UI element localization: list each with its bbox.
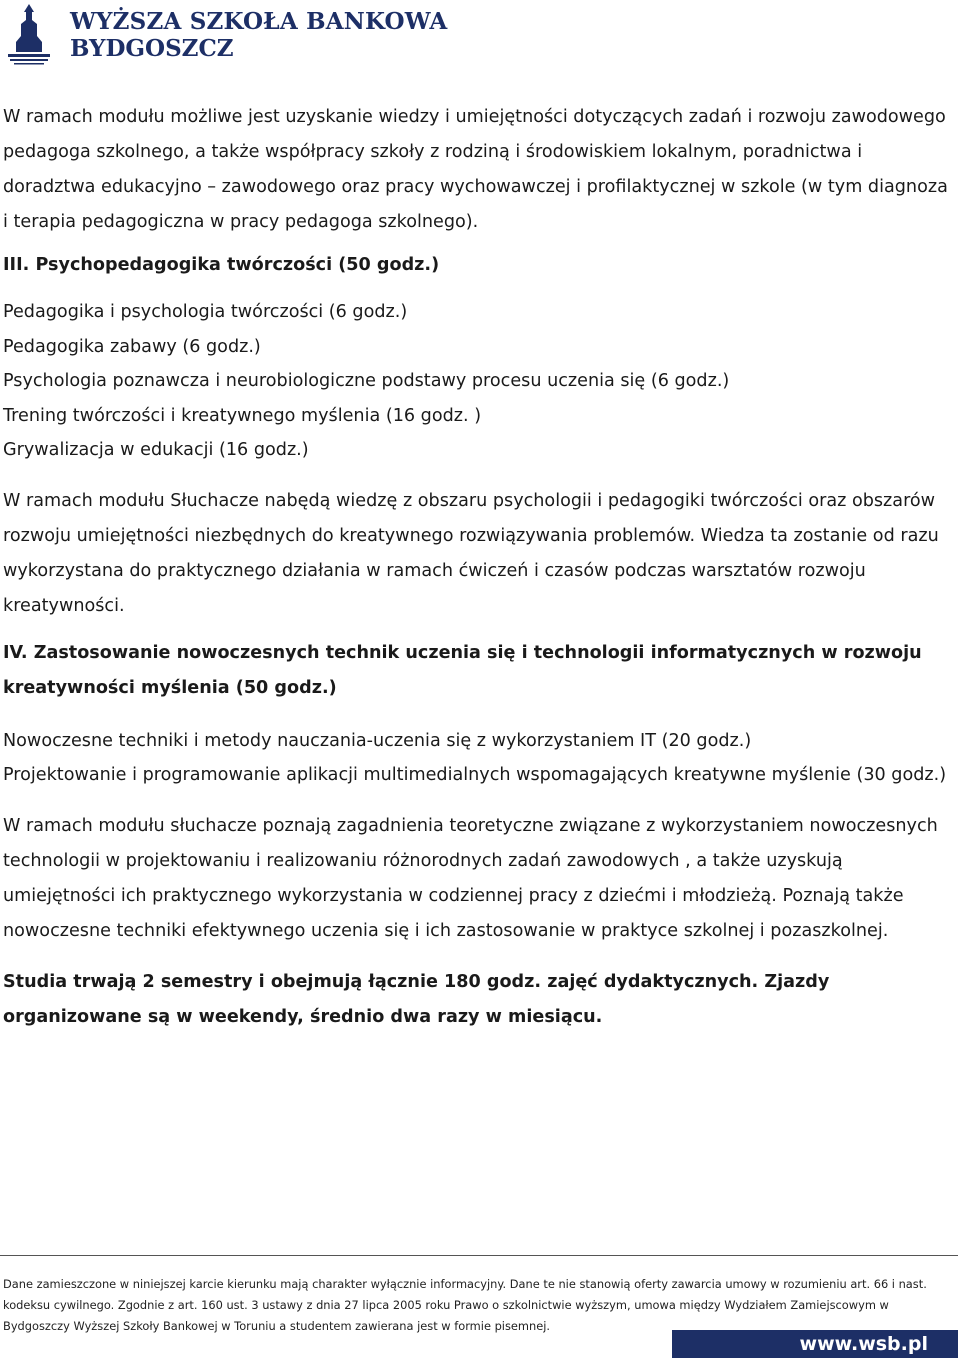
website-link[interactable]: www.wsb.pl [799, 1333, 928, 1355]
footer-disclaimer: Dane zamieszczone w niniejszej karcie kierunku mają charakter wyłącznie informacyjny. Dane te nie stanowią oferty zawarcia umowy w rozumieniu art. 66 i nast. kodeksu cywilnego. Zgodnie z art. 160 ust. 3 ustawy z dnia 27 lipca 2005 roku Prawo o szkolnictwie wyższym, umowa między Wydziałem Zamiejscowym w Bydgoszczy Wyższej Szkoły Bankowej w Toruniu a studentem zawierana jest w formie pisemnej. [3, 1277, 927, 1333]
study-summary: Studia trwają 2 semestry i obejmują łącznie 180 godz. zajęć dydaktycznych. Zjazdy organizowane są w weekendy, średnio dwa razy w miesiącu. [3, 971, 830, 1027]
list-item: Psychologia poznawcza i neurobiologiczne podstawy procesu uczenia się (6 godz.) [3, 371, 730, 391]
list-item: Grywalizacja w edukacji (16 godz.) [3, 440, 309, 460]
page-header [0, 0, 960, 70]
list-item: Pedagogika zabawy (6 godz.) [3, 336, 261, 357]
logo-title: WYŻSZA SZKOŁA BANKOWA [70, 8, 448, 35]
list-item: Trening twórczości i kreatywnego myślenia (16 godz. ) [3, 405, 482, 426]
section-3-list [3, 295, 948, 468]
university-emblem-icon [4, 2, 54, 66]
section-4-heading: IV. Zastosowanie nowoczesnych technik uczenia się i technologii informatycznych w rozwoju kreatywności myślenia (50 godz.) [3, 642, 922, 698]
logo-city: BYDGOSZCZ [70, 35, 234, 62]
section-4-description: W ramach modułu słuchacze poznają zagadnienia teoretyczne związane z wykorzystaniem nowoczesnych technologii w projektowaniu i realizowaniu różnorodnych zadań zawodowych , a także uzyskują umiejętności ich praktycznego wykorzystania w codziennej pracy z dziećmi i młodzieżą. Poznają także nowoczesne techniki efektywnego uczenia się i ich zastosowanie w praktyce szkolnej i pozaszkolnej. [3, 815, 938, 941]
website-banner [672, 1330, 958, 1358]
list-item: Projektowanie i programowanie aplikacji multimedialnych wspomagających kreatywne myślenie (30 godz.) [3, 765, 947, 785]
list-item: Pedagogika i psychologia twórczości (6 godz.) [3, 302, 408, 322]
intro-paragraph: W ramach modułu możliwe jest uzyskanie wiedzy i umiejętności dotyczących zadań i rozwoju zawodowego pedagoga szkolnego, a także współpracy szkoły z rodziną i środowiskiem lokalnym, poradnictwa i doradztwa edukacyjno – zawodowego oraz pracy wychowawczej i profilaktycznej w szkole (w tym diagnoza i terapia pedagogiczna w pracy pedagoga szkolnego). [3, 107, 948, 232]
footer-divider [0, 1255, 958, 1256]
document-body [3, 100, 948, 1035]
section-3-heading: III. Psychopedagogika twórczości (50 godz.) [3, 255, 440, 275]
section-4-list [3, 724, 948, 793]
list-item: Nowoczesne techniki i metody nauczania-uczenia się z wykorzystaniem IT (20 godz.) [3, 730, 752, 751]
section-3-description: W ramach modułu Słuchacze nabędą wiedzę z obszaru psychologii i pedagogiki twórczości oraz obszarów rozwoju umiejętności niezbędnych do kreatywnego rozwiązywania problemów. Wiedza ta zostanie od razu wykorzystana do praktycznego działania w ramach ćwiczeń i czasów podczas warsztatów rozwoju kreatywności. [3, 490, 939, 616]
